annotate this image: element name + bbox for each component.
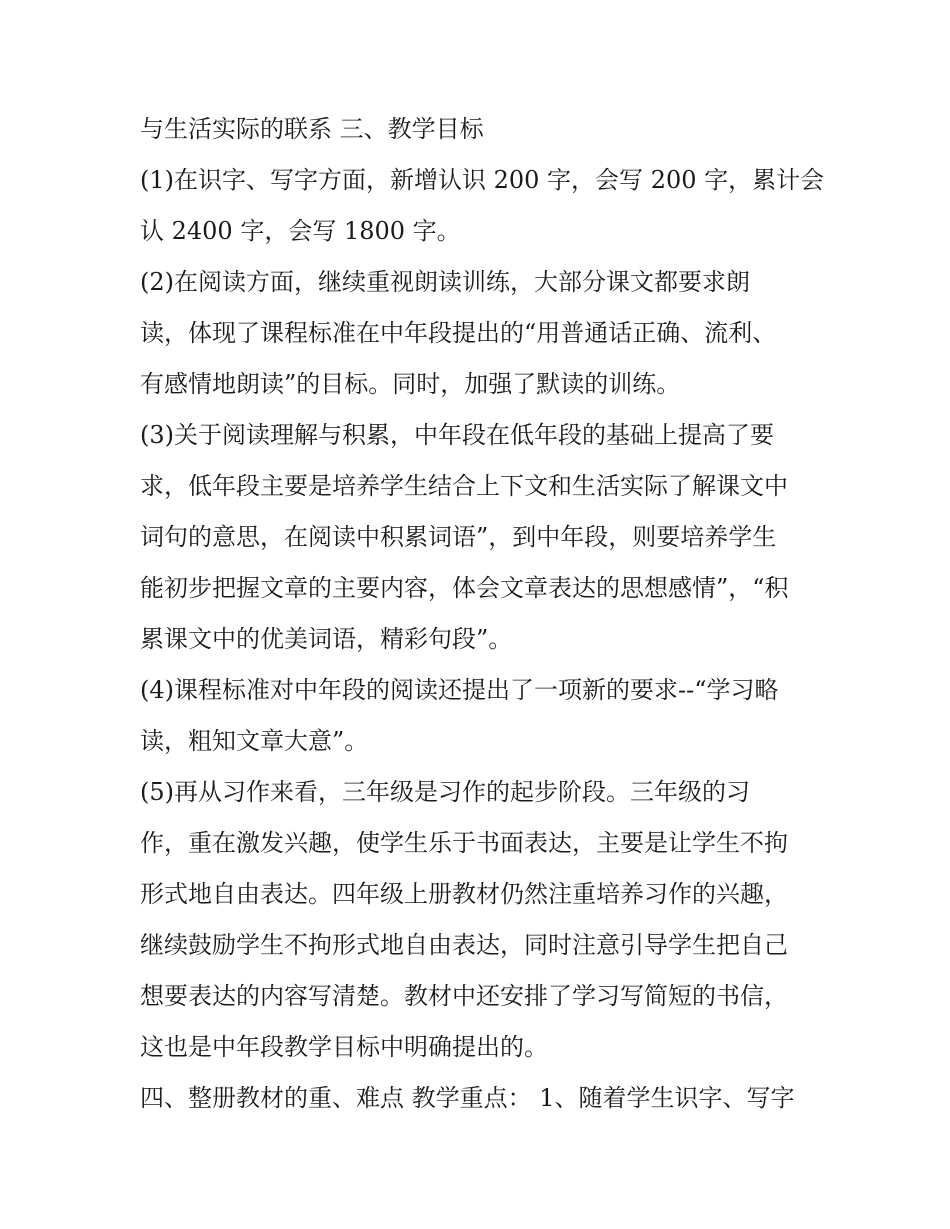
text-line: 有感情地朗读”的目标。同时，加强了默读的训练。: [140, 370, 681, 398]
text-line: 读，体现了课程标准在中年段提出的“用普通话正确、流利、: [140, 319, 777, 347]
text-line: 读，粗知文章大意”。: [140, 727, 369, 755]
text-line: (1)在识字、写字方面，新增认识 200 字，会写 200 字，累计会: [140, 166, 825, 194]
text-line: (5)再从习作来看，三年级是习作的起步阶段。三年级的习: [140, 778, 750, 806]
text-line: 这也是中年段教学目标中明确提出的。: [140, 1033, 548, 1061]
text-line: (4)课程标准对中年段的阅读还提出了一项新的要求--“学习略: [140, 676, 779, 704]
text-line: 作，重在激发兴趣，使学生乐于书面表达，主要是让学生不拘: [140, 829, 788, 857]
text-line: 求，低年段主要是培养学生结合上下文和生活实际了解课文中: [140, 472, 788, 500]
text-line: 累课文中的优美词语，精彩句段”。: [140, 625, 513, 653]
text-line: (2)在阅读方面，继续重视朗读训练，大部分课文都要求朗: [140, 268, 750, 296]
text-line: 与生活实际的联系 三、教学目标: [140, 115, 484, 143]
text-line: 形式地自由表达。四年级上册教材仍然注重培养习作的兴趣，: [140, 880, 788, 908]
text-line: 认 2400 字，会写 1800 字。: [140, 217, 461, 245]
text-line: 四、整册教材的重、难点 教学重点： 1、随着学生识字、写字: [140, 1084, 795, 1112]
text-line: 继续鼓励学生不拘形式地自由表达，同时注意引导学生把自己: [140, 931, 788, 959]
text-line: 能初步把握文章的主要内容，体会文章表达的思想感情”，“积: [140, 574, 789, 602]
text-line: (3)关于阅读理解与积累，中年段在低年段的基础上提高了要: [140, 421, 774, 449]
body-text: [140, 104, 825, 1124]
text-line: 词句的意思，在阅读中积累词语”，到中年段，则要培养学生: [140, 523, 777, 551]
text-line: 想要表达的内容写清楚。教材中还安排了学习写简短的书信，: [140, 982, 788, 1010]
